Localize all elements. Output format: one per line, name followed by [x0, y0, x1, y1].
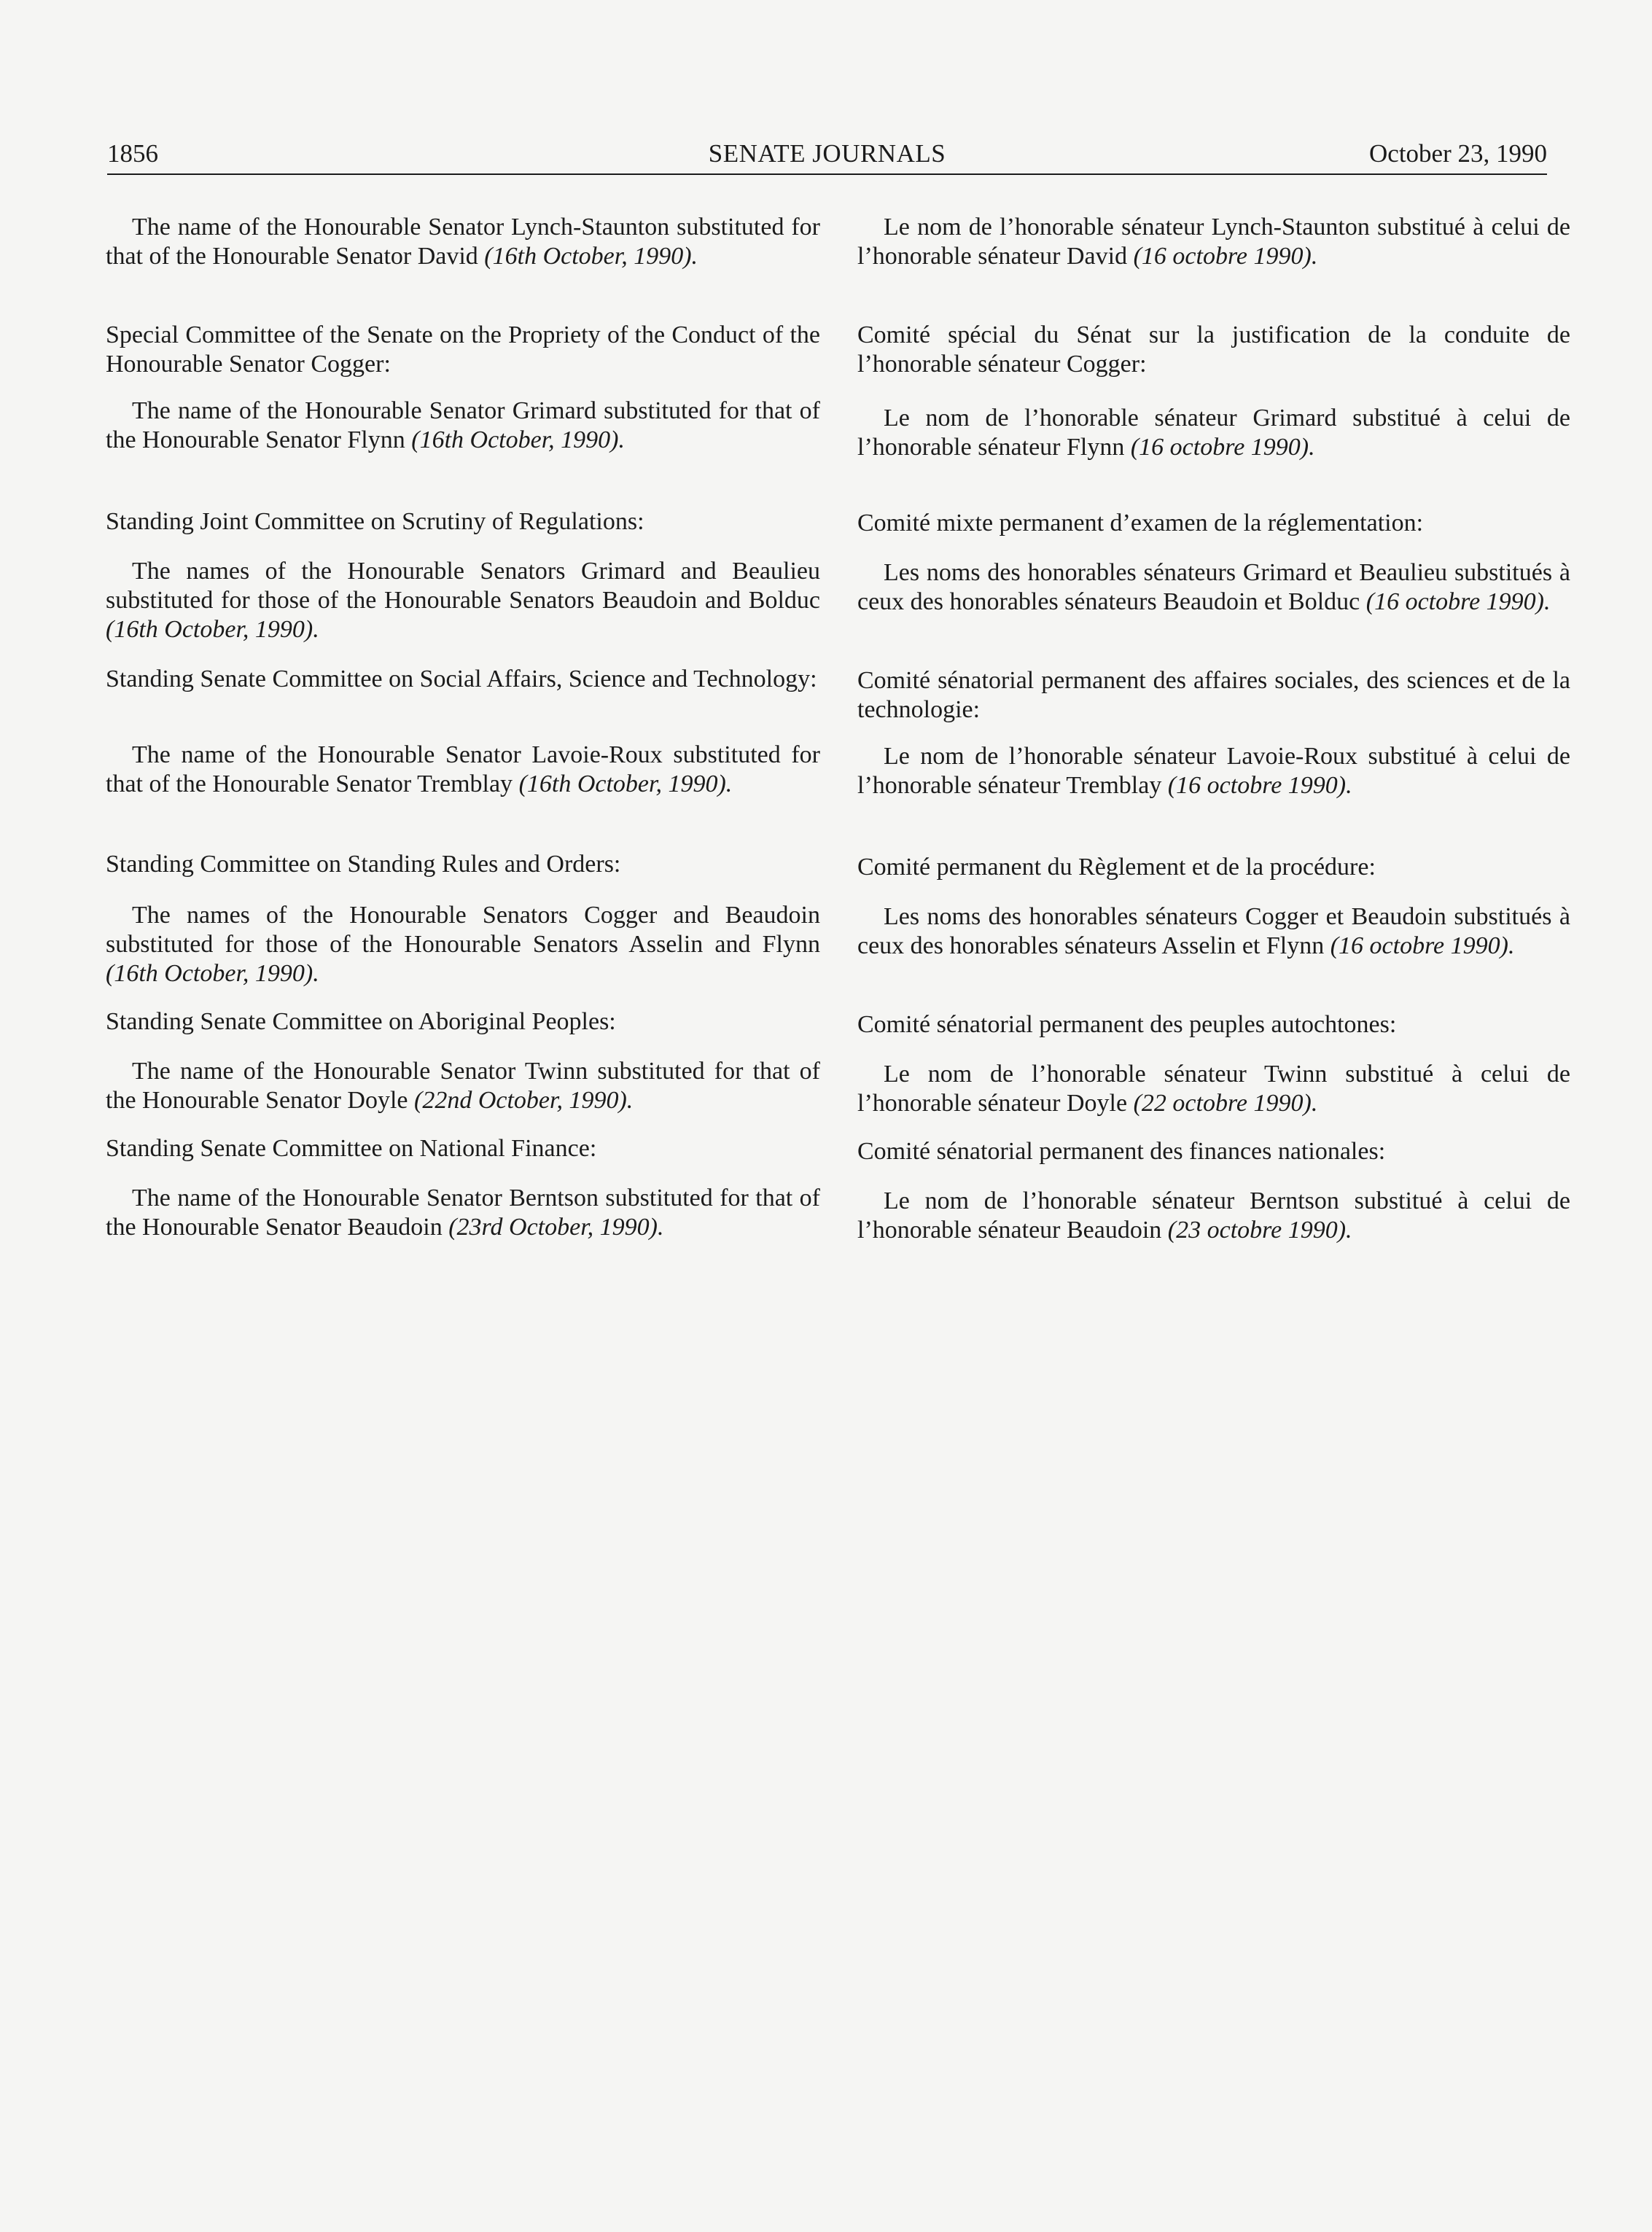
substitution-paragraph: Le nom de l’honorable sénateur Berntson substitué à celui de l’honorable sénateur Beaudoin (23 octobre 1990).	[857, 1187, 1570, 1244]
substitution-paragraph: Le nom de l’honorable sénateur Lynch-Staunton substitué à celui de l’honorable sénateur David (16 octobre 1990).	[857, 214, 1570, 270]
committee-heading: Comité spécial du Sénat sur la justification de la conduite de l’honorable sénateur Cogger:	[857, 321, 1570, 378]
substitution-paragraph: Le nom de l’honorable sénateur Twinn substitué à celui de l’honorable sénateur Doyle (22 octobre 1990).	[857, 1061, 1570, 1117]
committee-heading: Standing Joint Committee on Scrutiny of Regulations:	[106, 508, 644, 535]
committee-heading: Comité sénatorial permanent des peuples autochtones:	[857, 1011, 1397, 1038]
committee-heading: Comité mixte permanent d’examen de la réglementation:	[857, 510, 1424, 536]
substitution-paragraph: Les noms des honorables sénateurs Cogger et Beaudoin substitués à ceux des honorables sénateurs Asselin et Flynn (16 octobre 1990).	[857, 903, 1570, 959]
committee-heading: Standing Senate Committee on Aboriginal Peoples:	[106, 1008, 616, 1035]
substitution-paragraph: The name of the Honourable Senator Lynch-Staunton substituted for that of the Honourable Senator David (16th October, 1990).	[106, 214, 820, 270]
substitution-paragraph: The name of the Honourable Senator Twinn substituted for that of the Honourable Senator Doyle (22nd October, 1990).	[106, 1058, 820, 1114]
substitution-paragraph: The name of the Honourable Senator Berntson substituted for that of the Honourable Senator Beaudoin (23rd October, 1990).	[106, 1185, 820, 1241]
committee-heading: Standing Committee on Standing Rules and Orders:	[106, 851, 621, 878]
substitution-paragraph: Les noms des honorables sénateurs Grimard et Beaulieu substitués à ceux des honorables sénateurs Beaudoin et Bolduc (16 octobre 1990).	[857, 559, 1570, 615]
header-date: October 23, 1990	[1369, 139, 1547, 168]
substitution-paragraph: The names of the Honourable Senators Grimard and Beaulieu substituted for those of the Honourable Senators Beaudoin and Bolduc (16th October, 1990).	[106, 558, 820, 643]
substitution-paragraph: The name of the Honourable Senator Grimard substituted for that of the Honourable Senator Flynn (16th October, 1990).	[106, 397, 820, 453]
committee-heading: Comité permanent du Règlement et de la procédure:	[857, 854, 1376, 881]
committee-heading: Comité sénatorial permanent des finances nationales:	[857, 1138, 1386, 1165]
substitution-paragraph: Le nom de l’honorable sénateur Grimard substitué à celui de l’honorable sénateur Flynn (16 octobre 1990).	[857, 405, 1570, 461]
page-number: 1856	[107, 139, 158, 168]
header-rule	[107, 173, 1547, 175]
substitution-paragraph: Le nom de l’honorable sénateur Lavoie-Roux substitué à celui de l’honorable sénateur Tremblay (16 octobre 1990).	[857, 743, 1570, 799]
substitution-paragraph: The name of the Honourable Senator Lavoie-Roux substituted for that of the Honourable Senator Tremblay (16th October, 1990).	[106, 741, 820, 797]
committee-heading: Special Committee of the Senate on the Propriety of the Conduct of the Honourable Senator Cogger:	[106, 321, 820, 378]
committee-heading: Comité sénatorial permanent des affaires sociales, des sciences et de la technologie:	[857, 667, 1570, 723]
substitution-paragraph: The names of the Honourable Senators Cogger and Beaudoin substituted for those of the Honourable Senators Asselin and Flynn (16th October, 1990).	[106, 902, 820, 987]
committee-heading: Standing Senate Committee on National Finance:	[106, 1135, 597, 1162]
page-header	[107, 136, 1547, 172]
journal-title: SENATE JOURNALS	[708, 139, 946, 168]
committee-heading: Standing Senate Committee on Social Affairs, Science and Technology:	[106, 666, 817, 692]
